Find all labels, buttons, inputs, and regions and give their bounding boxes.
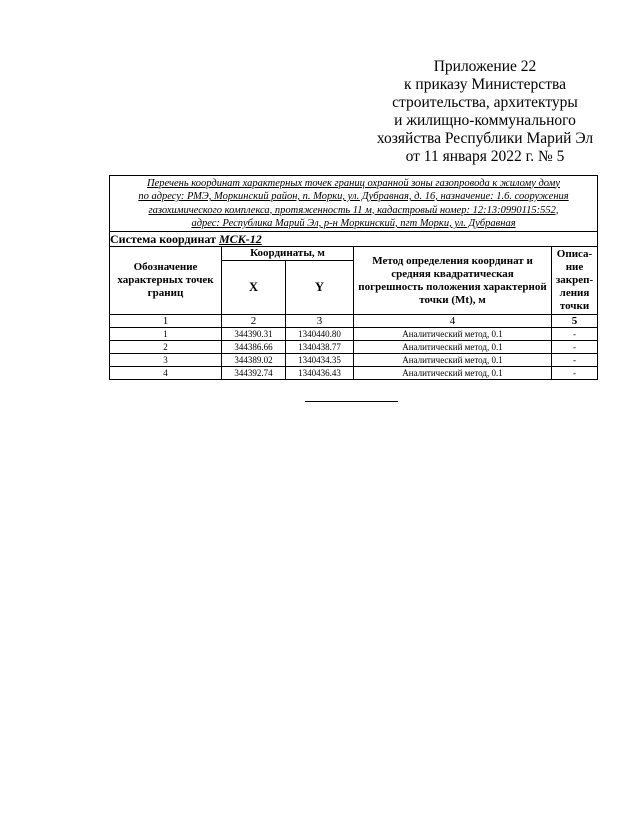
table-title-line: адрес: Республика Марий Эл, р-н Моркинский, пгт Морки, ул. Дубравная	[191, 218, 516, 229]
column-number: 2	[222, 315, 286, 328]
point-number: 1	[110, 328, 222, 341]
column-number: 4	[354, 315, 552, 328]
table-title-line: газохимического комплекса, протяженность 11 м, кадастровый номер: 12:13:0990115:552,	[148, 204, 559, 216]
table-row	[110, 328, 598, 341]
table-title	[110, 176, 598, 232]
table-title-line: Перечень координат характерных точек границ охранной зоны газопровода к жилому дому	[146, 177, 561, 189]
header-line: хозяйства Республики Марий Эл	[376, 130, 594, 147]
table-title-line: по адресу: РМЭ, Моркинский район, п. Морки, ул. Дубравная, д. 16, назначение: 1.6. сооружения	[138, 191, 569, 202]
y-value: 1340438.77	[286, 341, 354, 354]
method-value: Аналитический метод, 0.1	[354, 328, 552, 341]
description-value: -	[552, 354, 598, 367]
x-value: 344386.66	[222, 341, 286, 354]
point-number: 2	[110, 341, 222, 354]
table-row	[110, 341, 598, 354]
coordinate-system-value: МСК-12	[218, 232, 262, 246]
coordinate-system-label: Система координат	[110, 232, 219, 246]
column-number: 1	[110, 315, 222, 328]
coordinates-table	[109, 175, 598, 380]
header-line: строительства, архитектуры	[392, 94, 578, 111]
appendix-header	[360, 58, 610, 166]
description-value: -	[552, 328, 598, 341]
header-line: от 11 января 2022 г. № 5	[405, 148, 565, 165]
column-number: 5	[552, 315, 598, 328]
description-value: -	[552, 367, 598, 380]
header-designation: Обозначение характерных точек границ	[110, 247, 222, 315]
coordinate-system-row	[110, 232, 598, 247]
method-value: Аналитический метод, 0.1	[354, 367, 552, 380]
x-value: 344390.31	[222, 328, 286, 341]
header-line: Приложение 22	[433, 58, 537, 75]
table-row	[110, 354, 598, 367]
table-row	[110, 367, 598, 380]
column-number: 3	[286, 315, 354, 328]
header-coordinates: Координаты, м	[222, 247, 354, 261]
coordinates-table-container	[109, 175, 597, 380]
point-number: 4	[110, 367, 222, 380]
y-value: 1340436.43	[286, 367, 354, 380]
closing-divider-line	[305, 401, 398, 402]
header-line: и жилищно-коммунального	[394, 112, 576, 129]
y-value: 1340434.35	[286, 354, 354, 367]
description-value: -	[552, 341, 598, 354]
header-x: X	[222, 261, 286, 315]
header-method: Метод определения координат и средняя квадратическая погрешность положения характерной точки (Mt), м	[354, 247, 552, 315]
x-value: 344389.02	[222, 354, 286, 367]
header-y: Y	[286, 261, 354, 315]
method-value: Аналитический метод, 0.1	[354, 354, 552, 367]
point-number: 3	[110, 354, 222, 367]
y-value: 1340440.80	[286, 328, 354, 341]
header-description: Описа-ние закреп-ления точки	[552, 247, 598, 315]
x-value: 344392.74	[222, 367, 286, 380]
column-number-row	[110, 315, 598, 328]
header-line: к приказу Министерства	[404, 76, 566, 93]
method-value: Аналитический метод, 0.1	[354, 341, 552, 354]
